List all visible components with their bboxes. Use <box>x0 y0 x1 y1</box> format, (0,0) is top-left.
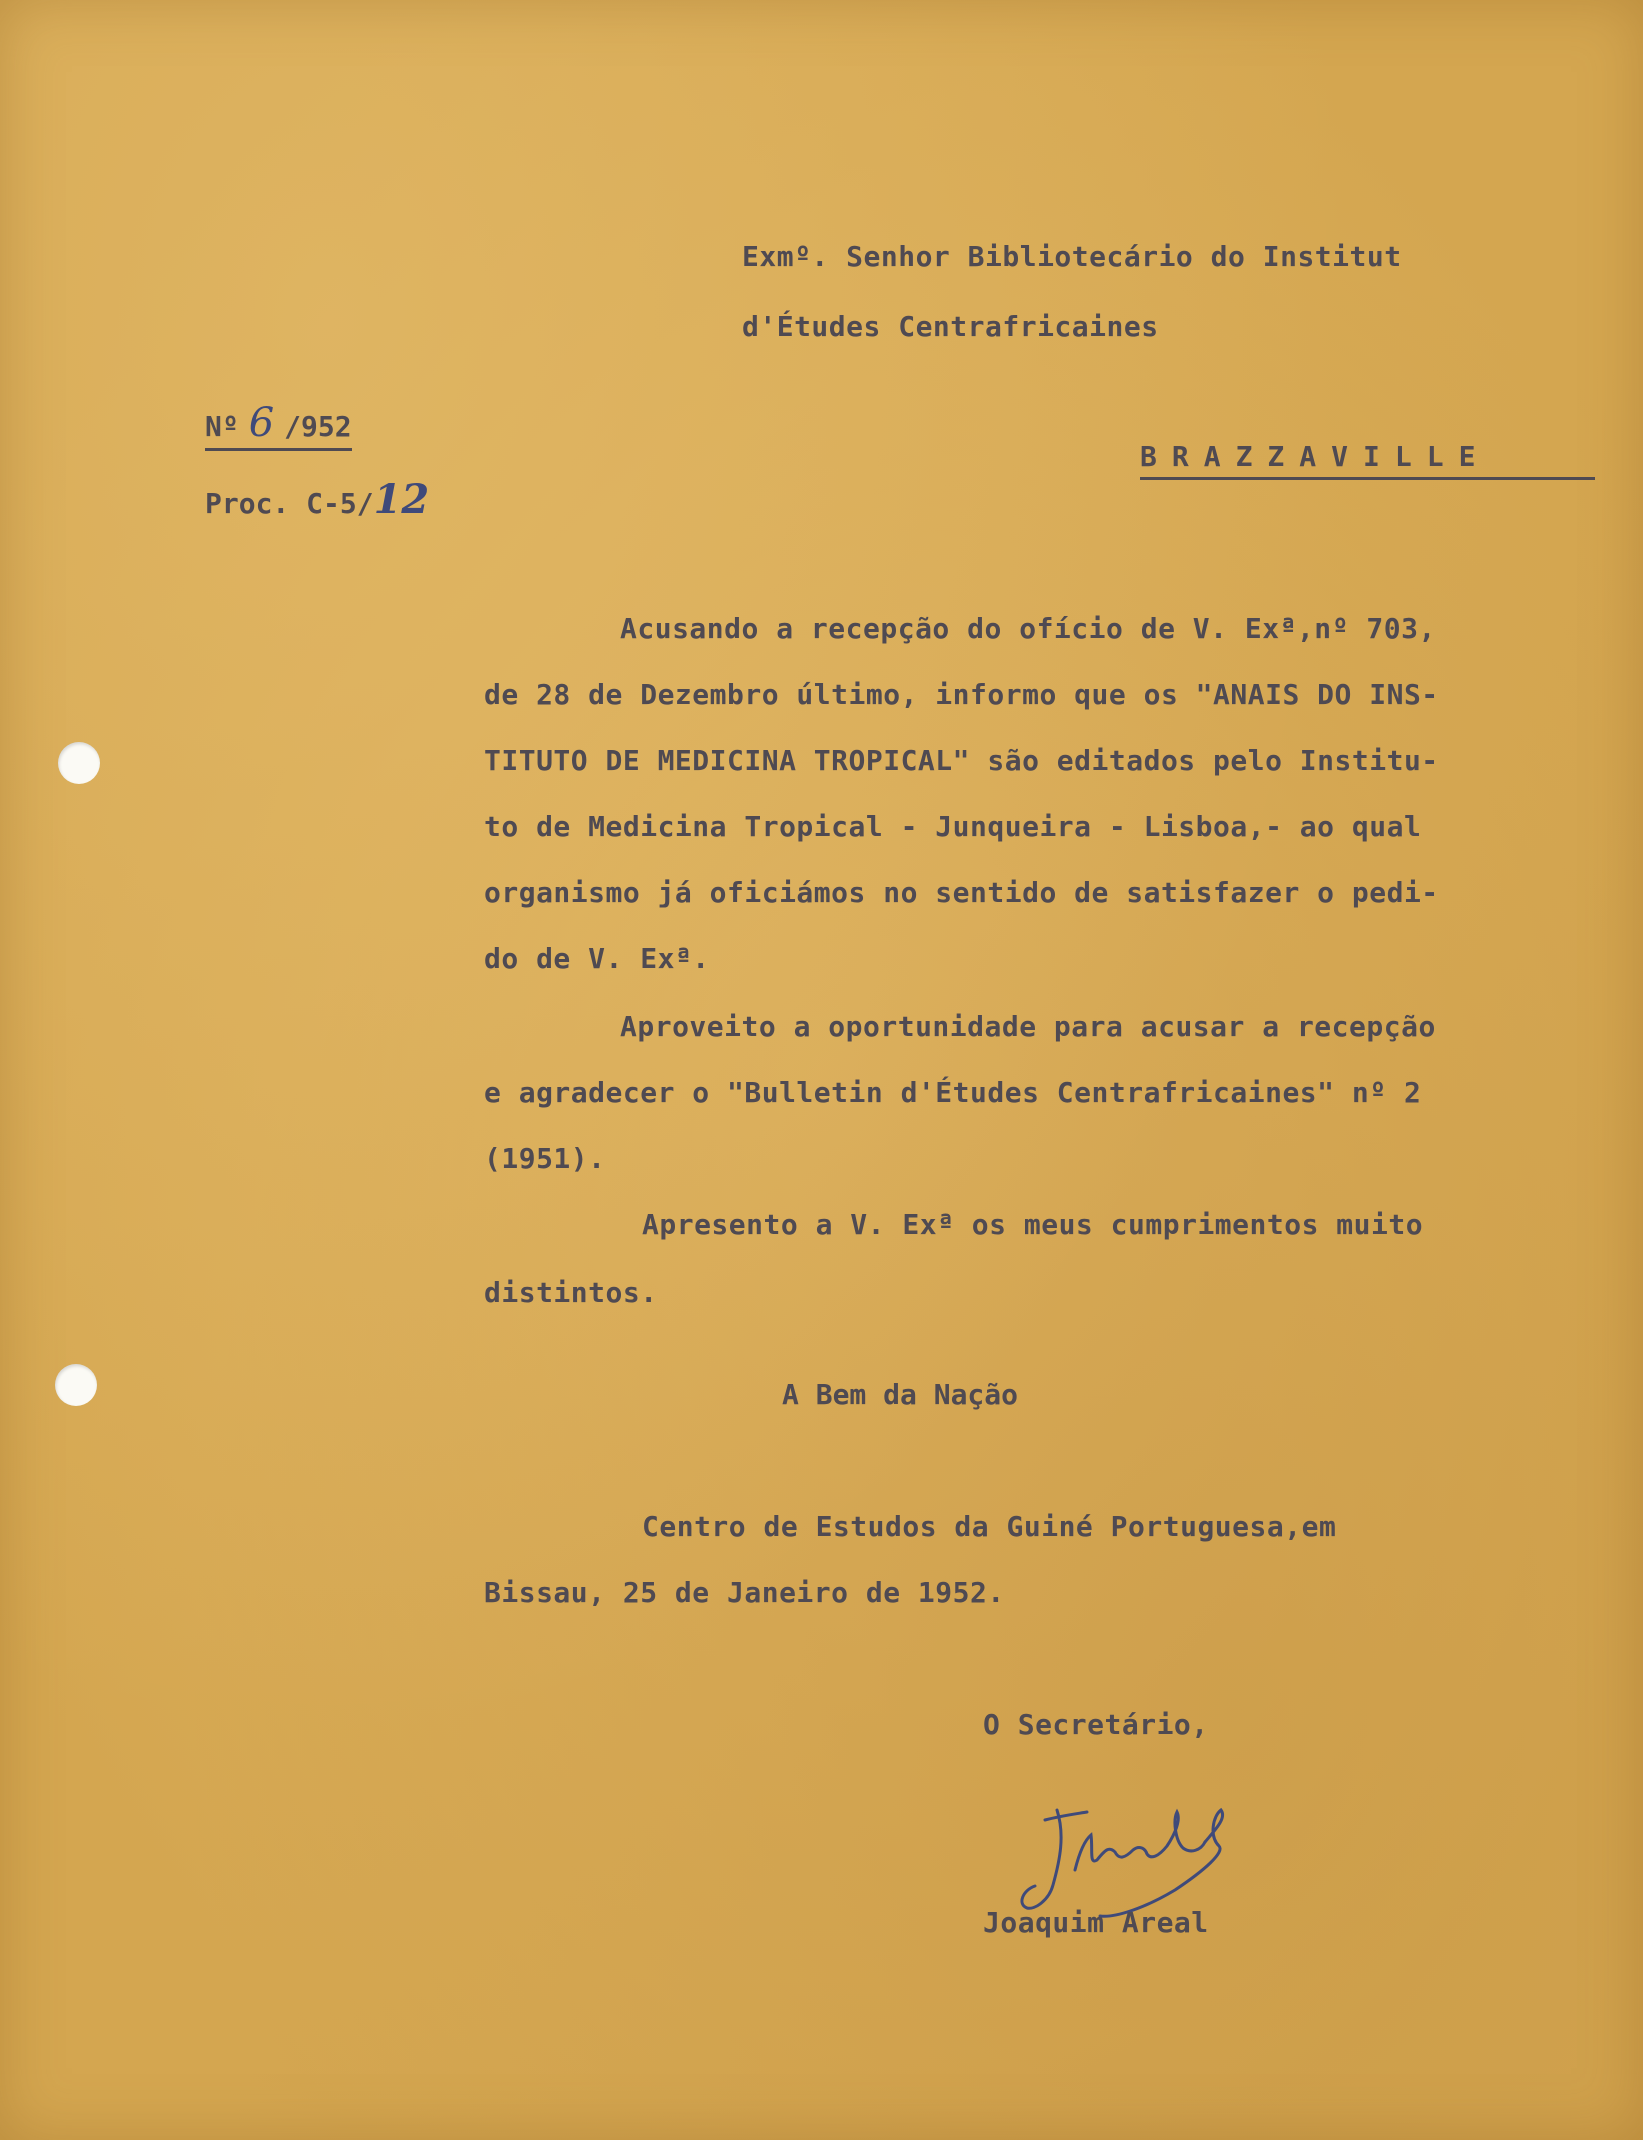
reference-number-prefix: Nº <box>205 410 239 443</box>
paragraph1-line-6: do de V. Exª. <box>484 942 710 975</box>
process-handwritten: 12 <box>373 476 430 523</box>
paragraph2-line-3: (1951). <box>484 1142 606 1175</box>
paragraph3-line-1: Apresento a V. Exª os meus cumprimentos muito <box>642 1208 1424 1241</box>
process-label: Proc. C-5/ <box>205 487 374 520</box>
punch-hole-bottom <box>55 1364 97 1406</box>
paragraph3-line-2: distintos. <box>484 1276 658 1309</box>
addressee-line-2: d'Études Centrafricaines <box>742 310 1159 343</box>
paragraph1-line-3: TITUTO DE MEDICINA TROPICAL" são editados pelo Institu- <box>484 744 1439 777</box>
place-line-1: Centro de Estudos da Guiné Portuguesa,em <box>642 1510 1337 1543</box>
punch-hole-top <box>58 742 100 784</box>
paragraph1-line-5: organismo já oficiámos no sentido de satisfazer o pedi- <box>484 876 1439 909</box>
reference-number-handwritten: 6 <box>248 400 275 446</box>
addressee-city: BRAZZAVILLE <box>1140 440 1595 480</box>
reference-number <box>205 400 352 451</box>
closing-salutation: A Bem da Nação <box>782 1378 1019 1411</box>
place-line-2: Bissau, 25 de Janeiro de 1952. <box>484 1576 1005 1609</box>
paragraph1-line-2: de 28 de Dezembro último, informo que os "ANAIS DO INS- <box>484 678 1439 711</box>
signer-title: O Secretário, <box>983 1708 1209 1741</box>
paragraph1-line-4: to de Medicina Tropical - Junqueira - Lisboa,- ao qual <box>484 810 1422 843</box>
addressee-line-1: Exmº. Senhor Bibliotecário do Institut <box>742 240 1402 273</box>
paragraph1-line-1: Acusando a recepção do ofício de V. Exª,nº 703, <box>620 612 1436 645</box>
paragraph2-line-2: e agradecer o "Bulletin d'Études Centrafricaines" nº 2 <box>484 1076 1422 1109</box>
signer-name: Joaquim Areal <box>983 1906 1209 1939</box>
process-reference <box>205 476 429 523</box>
paragraph2-line-1: Aproveito a oportunidade para acusar a recepção <box>620 1010 1436 1043</box>
reference-number-suffix: /952 <box>284 410 352 443</box>
